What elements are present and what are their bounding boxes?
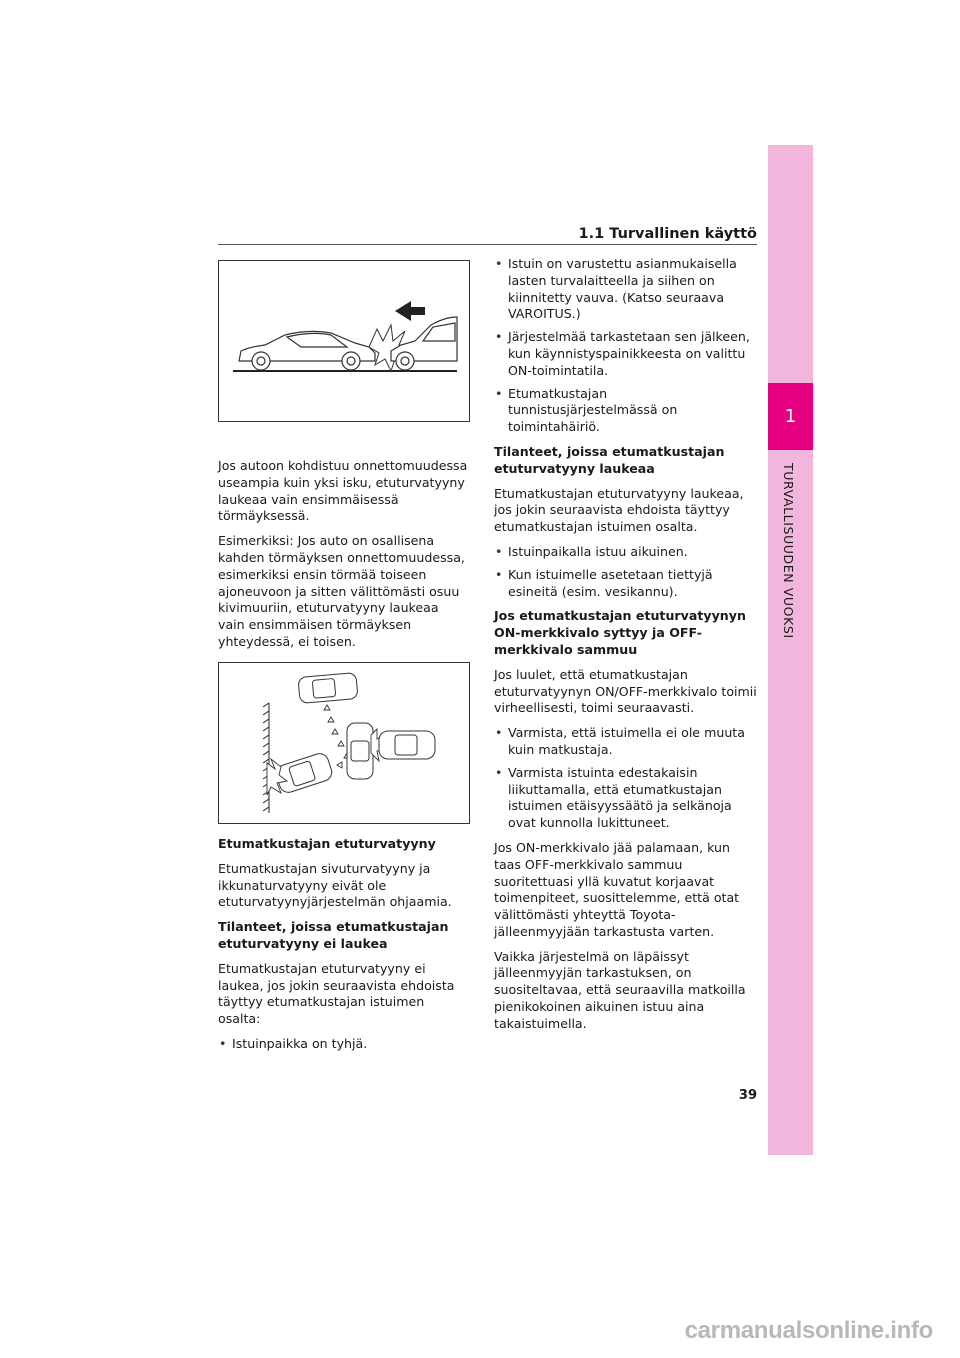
chapter-number-badge: 1 <box>768 383 813 450</box>
paragraph: Jos autoon kohdistuu onnettomuudessa useampia kuin yksi isku, etuturvatyyny laukeaa vain ensimmäisessä törmäyksessä. <box>218 458 468 524</box>
car-top-view-icon <box>347 723 373 779</box>
chapter-label: TURVALLISUUDEN VUOKSI <box>781 463 796 639</box>
right-text-column <box>494 256 757 1041</box>
list-item: • Istuinpaikka on tyhjä. <box>218 1036 468 1053</box>
chapter-side-tab <box>768 145 813 1155</box>
rear-collision-illustration <box>218 260 470 422</box>
sports-car-icon <box>239 331 375 370</box>
paragraph: Jos ON-merkkivalo jää palamaan, kun taas OFF-merkkivalo sammuu suoritettuasi yllä kuvatut korjaavat toimenpiteet, suosittelemme, että otat välittömästi yhteyttä Toyota-jälleenmyyjään tarkastusta varten. <box>494 839 740 939</box>
list-item: • Etumatkustajan tunnistusjärjestelmässä on toimintahäiriö. <box>494 386 757 436</box>
list-item: • Varmista, että istuimella ei ole muuta kuin matkustaja. <box>494 725 757 759</box>
paragraph: Jos luulet, että etumatkustajan etuturvatyynyn ON/OFF-merkkivalo toimii virheellisesti, toimi seuraavasti. <box>494 666 757 716</box>
bullet-list <box>494 725 757 832</box>
bullet-list <box>494 544 757 600</box>
header-divider <box>218 244 757 245</box>
section-title: 1.1 Turvallinen käyttö <box>578 226 757 242</box>
list-item: • Istuin on varustettu asianmukaisella lasten turvalaitteella ja siihen on kiinnitetty vauva. (Katso seuraava VAROITUS.) <box>494 256 757 323</box>
car-top-view-icon <box>379 731 435 759</box>
car-top-view-icon <box>298 673 358 704</box>
left-text-column <box>218 458 468 659</box>
paragraph: Vaikka järjestelmä on läpäissyt jälleenmyyjän tarkastuksen, on suositeltavaa, että seuraavilla matkoilla pienikokoinen aikuinen istuu aina takaistuimella. <box>494 948 746 1031</box>
multiple-collision-illustration <box>218 662 470 824</box>
paragraph: Etumatkustajan etuturvatyyny ei laukea, jos jokin seuraavista ehdoista täyttyy etumatkustajan istuimen osalta: <box>218 960 455 1027</box>
bullet-list <box>218 1036 468 1053</box>
left-text-column-lower <box>218 836 468 1061</box>
paragraph: Esimerkiksi: Jos auto on osallisena kahden törmäyksen onnettomuudessa, esimerkiksi ensin törmää toiseen ajoneuvoon ja sitten välittömästi osuu kivimuuriin, etuturvatyyny laukeaa vain ensimmäisen törmäyksen yhteydessä, ei toisen. <box>218 533 465 649</box>
stone-wall-icon <box>263 703 269 813</box>
section-heading: Tilanteet, joissa etumatkustajan etuturvatyyny ei laukea <box>218 919 449 951</box>
section-heading: Jos etumatkustajan etuturvatyynyn ON-merkkivalo syttyy ja OFF-merkkivalo sammuu <box>494 608 746 657</box>
list-item: • Varmista istuinta edestakaisin liikuttamalla, että etumatkustajan istuimen etäisyyssäätö ja selkänoja ovat kunnolla lukittuneet. <box>494 765 757 832</box>
paragraph: Etumatkustajan sivuturvatyyny ja ikkunaturvatyyny eivät ole etuturvatyynyjärjestelmän ohjaamia. <box>218 860 452 910</box>
other-car-icon <box>391 317 457 370</box>
paragraph: Etumatkustajan etuturvatyyny laukeaa, jos jokin seuraavista ehdoista täyttyy etumatkustajan istuimen osalta. <box>494 485 744 535</box>
list-item: • Kun istuimelle asetetaan tiettyjä esineitä (esim. vesikannu). <box>494 567 757 601</box>
watermark: carmanualsonline.info <box>684 1317 933 1344</box>
car-top-view-icon <box>274 751 334 794</box>
section-heading: Tilanteet, joissa etumatkustajan etuturvatyyny laukeaa <box>494 443 725 476</box>
bullet-list <box>494 256 757 436</box>
list-item: • Järjestelmää tarkastetaan sen jälkeen, kun käynnistyspainikkeesta on valittu ON-toimintatila. <box>494 329 757 379</box>
list-item: • Istuinpaikalla istuu aikuinen. <box>494 544 757 561</box>
section-heading: Etumatkustajan etuturvatyyny <box>218 836 436 851</box>
page-number: 39 <box>738 1088 757 1103</box>
left-arrow-icon <box>395 301 425 321</box>
